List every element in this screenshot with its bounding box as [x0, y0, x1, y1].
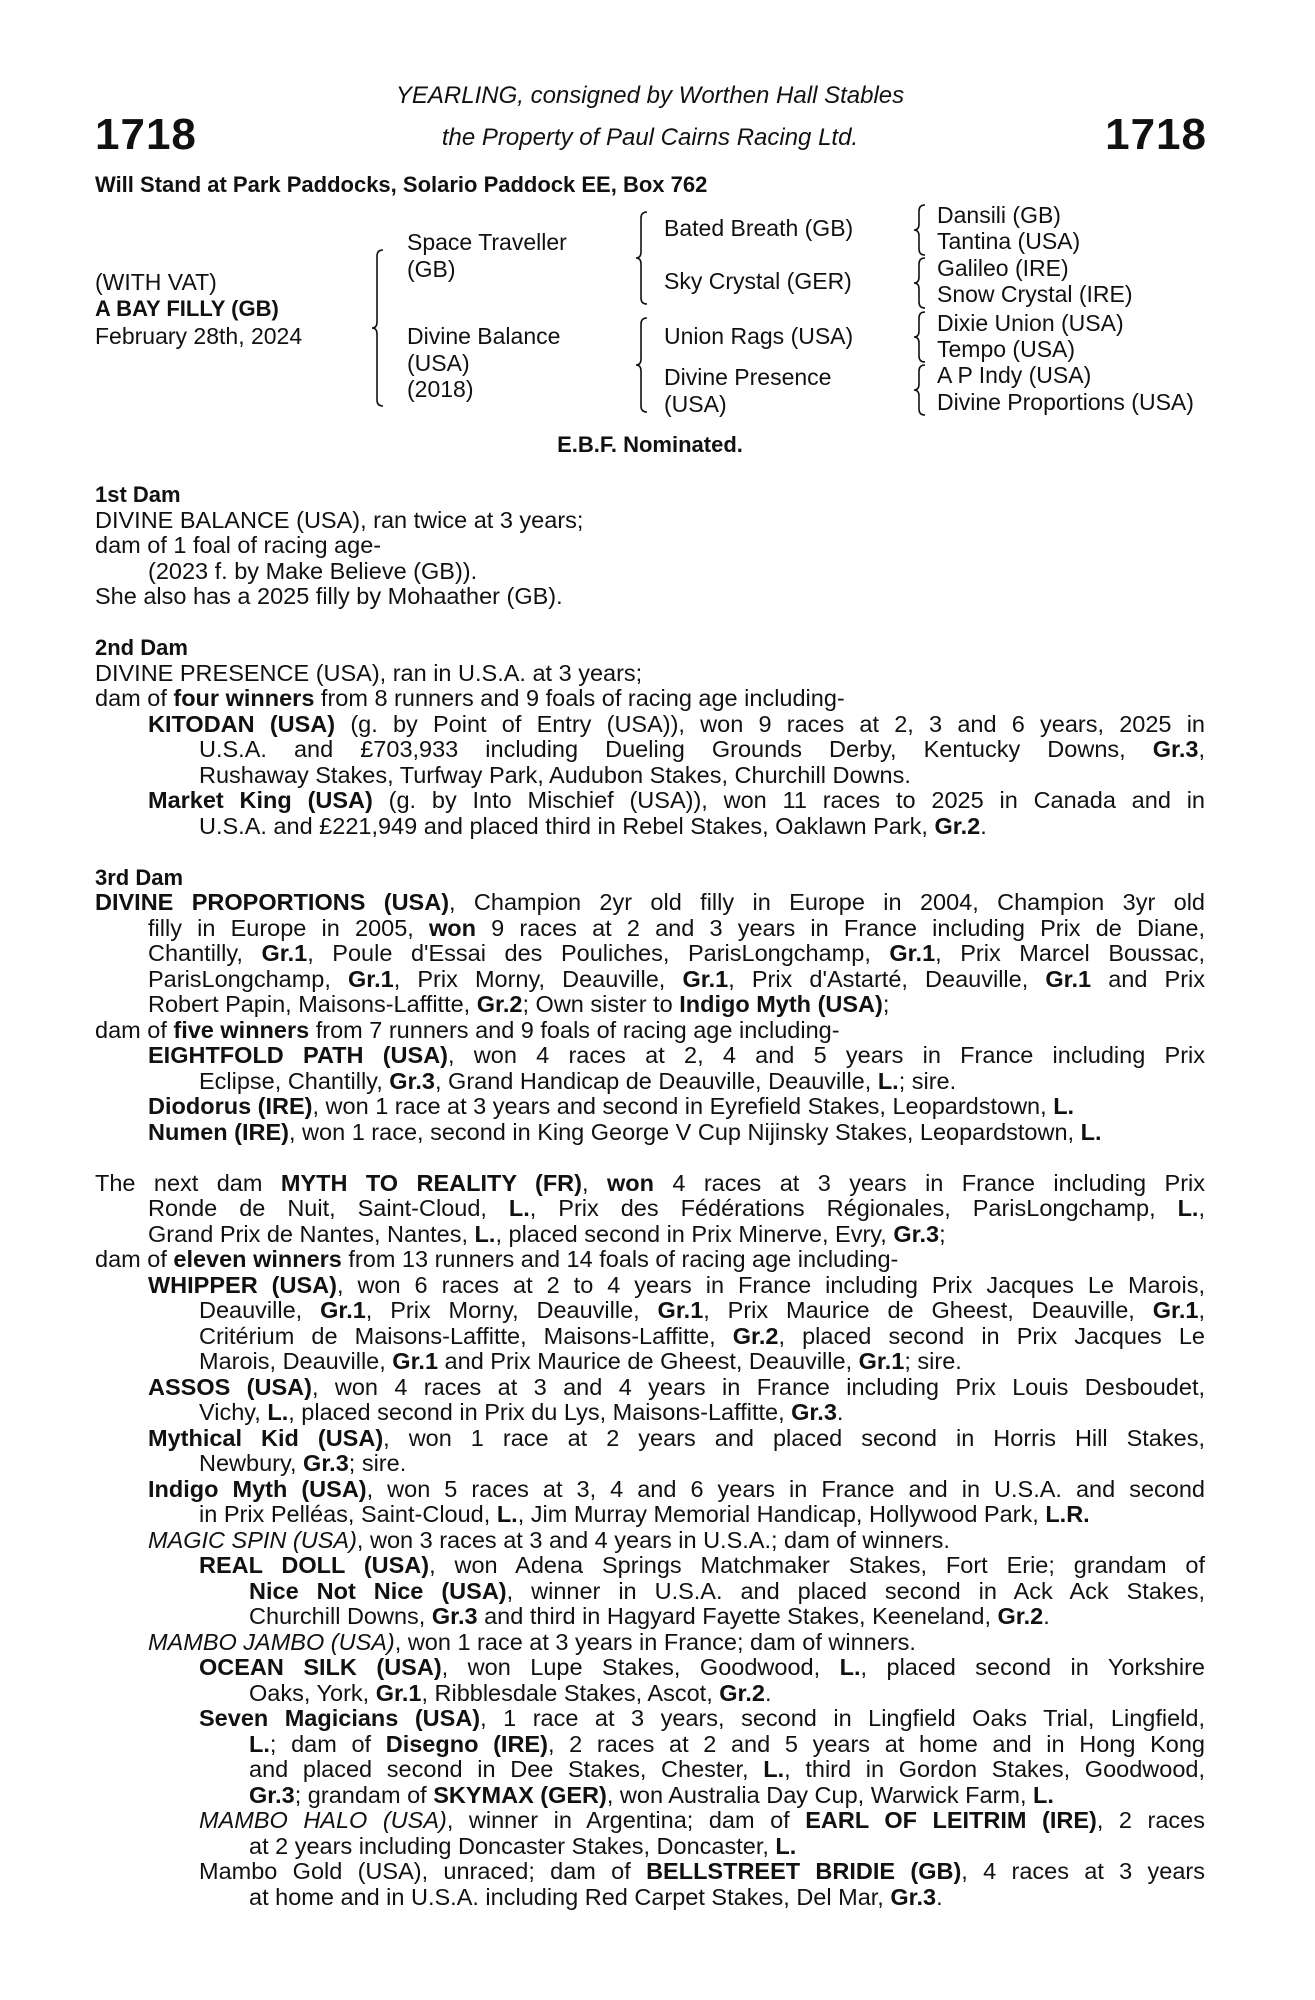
dam-dam-line: Divine Presence	[664, 364, 832, 390]
bold-text: SKYMAX (GER)	[433, 1781, 607, 1808]
text-line	[95, 1324, 1205, 1350]
curly-brace-icon	[914, 258, 926, 308]
text: , placed second in Prix Jacques Le	[778, 1322, 1205, 1349]
text: and Prix Maurice de Gheest, Deauville,	[438, 1348, 859, 1374]
progeny-entry	[95, 1553, 1205, 1630]
spacer	[95, 610, 1205, 636]
bold-text: Gr.1	[375, 1679, 422, 1706]
text-line	[95, 1502, 1205, 1528]
text: , won 1 race at 2 years and placed second in Horris Hill Stakes,	[383, 1424, 1205, 1451]
bold-text: EIGHTFOLD PATH (USA)	[148, 1042, 449, 1068]
text-line	[95, 686, 1205, 712]
bold-text: Gr.3	[791, 1399, 837, 1425]
bold-text: Gr.3	[389, 1067, 435, 1094]
progeny-entry	[95, 788, 1205, 839]
progeny-entry	[95, 1528, 1205, 1554]
text: , placed second in Yorkshire	[860, 1654, 1205, 1680]
lot-number-left: 1718	[95, 110, 197, 159]
curly-brace-icon	[914, 312, 926, 362]
text: and placed second in Dee Stakes, Chester,	[249, 1756, 764, 1782]
text-line	[95, 1298, 1205, 1324]
text-line	[95, 1885, 1205, 1911]
progeny-entry	[95, 1426, 1205, 1477]
text-line	[95, 1528, 1205, 1554]
property-line: the Property of Paul Cairns Racing Ltd.	[441, 124, 859, 151]
text: at home and in U.S.A. including Red Carpet Stakes, Del Mar,	[249, 1883, 891, 1910]
text: (g. by Point of Entry (USA)), won 9 races at 2, 3 and 6 years, 2025 in	[335, 710, 1206, 737]
text: Vichy,	[199, 1399, 268, 1425]
text: , Poule d'Essai des Pouliches, ParisLongchamp,	[307, 940, 890, 966]
text: , won 6 races at 2 to 4 years in France including Prix Jacques Le Marois,	[336, 1271, 1205, 1298]
text-line	[95, 508, 1205, 534]
text: at 2 years including Doncaster Stakes, Doncaster,	[249, 1832, 776, 1859]
text-line	[95, 1783, 1205, 1809]
third-generation-ancestor: Dansili (GB)	[937, 202, 1061, 228]
third-generation-ancestor: Galileo (IRE)	[937, 255, 1069, 281]
bold-text: Gr.1	[1152, 1297, 1199, 1323]
text: .	[765, 1679, 772, 1706]
sire-country: (GB)	[407, 255, 456, 282]
third-generation-ancestor: Divine Proportions (USA)	[937, 389, 1194, 415]
text: ; sire.	[904, 1348, 962, 1374]
text-line	[95, 1375, 1205, 1401]
bold-text: Gr.1	[392, 1348, 439, 1374]
foaling-date: February 28th, 2024	[95, 323, 303, 349]
sire-sire: Bated Breath (GB)	[664, 215, 854, 241]
text: 4 races at 3 years in France including Prix	[653, 1169, 1205, 1196]
text: , Prix d'Astarté, Deauville,	[728, 965, 1046, 992]
third-generation-ancestor: Dixie Union (USA)	[937, 310, 1124, 336]
bold-text: won	[429, 914, 476, 941]
text: , Prix Maurice de Gheest, Deauville,	[703, 1297, 1153, 1323]
text: dam of	[95, 1016, 174, 1043]
progeny-entry	[95, 1273, 1205, 1375]
bold-text: L.	[508, 1195, 530, 1221]
ebf-nominated: E.B.F. Nominated.	[557, 432, 743, 457]
bold-text: Gr.1	[682, 965, 729, 992]
bold-text: REAL DOLL (USA)	[199, 1552, 430, 1578]
text-line	[95, 1069, 1205, 1095]
dam-section	[95, 482, 1205, 610]
text-line	[95, 1451, 1205, 1477]
section-heading: 1st Dam	[95, 482, 181, 507]
text-line	[95, 1757, 1205, 1783]
progeny-entry	[95, 1120, 1205, 1146]
text: , won 4 races at 3 and 4 years in France including Prix Louis Desboudet,	[311, 1373, 1205, 1400]
text-line	[95, 559, 1205, 585]
text: , placed second in Prix du Lys, Maisons-Laffitte,	[288, 1399, 792, 1425]
text: , Grand Handicap de Deauville, Deauville,	[434, 1067, 878, 1094]
text: dam of	[95, 685, 174, 711]
bold-text: MYTH TO REALITY (FR)	[280, 1169, 582, 1196]
text: Grand Prix de Nantes, Nantes,	[148, 1220, 475, 1247]
consignor-line: YEARLING, consigned by Worthen Hall Stables	[395, 82, 905, 109]
text: , third in Gordon Stakes, Goodwood,	[784, 1756, 1205, 1782]
text: , won Australia Day Cup, Warwick Farm,	[606, 1781, 1034, 1808]
progeny-entry	[95, 1655, 1205, 1706]
bold-text: Numen (IRE)	[148, 1118, 289, 1145]
text: Mambo Gold (USA), unraced; dam of	[199, 1858, 647, 1884]
text: , winner in Argentina; dam of	[446, 1807, 806, 1833]
bold-text: four winners	[173, 685, 315, 711]
text-line	[95, 712, 1205, 738]
text-line	[95, 1018, 1205, 1044]
bold-text: L.	[877, 1067, 899, 1094]
text: , won 1 race at 3 years and second in Eyrefield Stakes, Leopardstown,	[312, 1093, 1054, 1119]
text: and Prix	[1091, 965, 1205, 992]
bold-text: KITODAN (USA)	[148, 710, 336, 737]
text: , won Lupe Stakes, Goodwood,	[441, 1654, 840, 1680]
curly-brace-icon	[914, 365, 926, 415]
text-line	[95, 1477, 1205, 1503]
dam-dam	[664, 364, 831, 417]
bold-text: Gr.2	[732, 1322, 779, 1349]
bold-text: Nice Not Nice (USA)	[249, 1577, 507, 1604]
bold-text: Gr.2	[719, 1679, 765, 1706]
bold-text: ASSOS (USA)	[148, 1373, 312, 1400]
text-line	[95, 737, 1205, 763]
text-line	[95, 1706, 1205, 1732]
text: , 2 races at 2 and 5 years at home and in Hong Kong	[547, 1730, 1205, 1757]
dam-paragraph	[95, 1018, 1205, 1044]
text-line	[95, 661, 1205, 687]
italic-text: MAMBO HALO (USA)	[199, 1807, 447, 1833]
bold-text: L.	[1053, 1093, 1075, 1119]
text-line	[95, 533, 1205, 559]
text: ; grandam of	[294, 1781, 434, 1808]
text-line	[95, 1400, 1205, 1426]
bold-text: Mythical Kid (USA)	[148, 1424, 384, 1451]
text: Robert Papin, Maisons-Laffitte,	[148, 991, 477, 1017]
bold-text: Gr.1	[348, 965, 394, 992]
text: 9 races at 2 and 3 years in France including Prix de Diane,	[476, 914, 1205, 941]
text: , Prix des Fédérations Régionales, ParisLongchamp,	[529, 1195, 1178, 1221]
catalogue-body	[95, 482, 1205, 1910]
bold-text: Gr.1	[889, 940, 936, 966]
bold-text: DIVINE PROPORTIONS (USA)	[95, 889, 450, 915]
text: , won 1 race at 3 years in France; dam of winners.	[394, 1628, 916, 1655]
bold-text: Gr.3	[431, 1603, 478, 1629]
bold-text: eleven winners	[173, 1246, 342, 1272]
text-line	[95, 1273, 1205, 1299]
bold-text: L.	[267, 1399, 289, 1425]
progeny-entry	[95, 1094, 1205, 1120]
text: ,	[581, 1169, 607, 1196]
text: Chantilly,	[148, 940, 262, 966]
sire-name-line: Space Traveller	[407, 229, 567, 255]
text: from 13 runners and 14 foals of racing age including-	[341, 1246, 899, 1272]
dam-section	[95, 865, 1205, 1146]
dam-paragraph	[95, 661, 1205, 687]
text-line	[95, 1222, 1205, 1248]
text-line	[95, 584, 1205, 610]
text: .	[836, 1399, 844, 1425]
dam-dam-country: (USA)	[664, 390, 727, 417]
text-line	[95, 1247, 1205, 1273]
bold-text: Gr.1	[657, 1297, 704, 1323]
bold-text: Gr.2	[476, 991, 523, 1017]
text: DIVINE PRESENCE (USA), ran in U.S.A. at 3 years;	[95, 659, 643, 686]
dam-paragraph	[95, 508, 1205, 534]
dam-name	[407, 323, 560, 403]
text-line	[95, 814, 1205, 840]
bold-text: OCEAN SILK (USA)	[199, 1654, 442, 1680]
text: ; sire.	[898, 1067, 957, 1094]
text: She also has a 2025 filly by Mohaather (GB).	[95, 583, 563, 609]
progeny-entry	[95, 1375, 1205, 1426]
text-line	[95, 1196, 1205, 1222]
text: .	[980, 812, 987, 839]
progeny-entry	[95, 1859, 1205, 1910]
bold-text: Gr.1	[858, 1348, 905, 1374]
sire-name	[407, 229, 567, 282]
text: and third in Hagyard Fayette Stakes, Keeneland,	[477, 1603, 998, 1629]
section-heading: 2nd Dam	[95, 635, 188, 660]
text: Ronde de Nuit, Saint-Cloud,	[148, 1195, 509, 1221]
progeny-entry	[95, 1477, 1205, 1528]
text: U.S.A. and £221,949 and placed third in Rebel Stakes, Oaklawn Park,	[199, 812, 935, 839]
text: from 7 runners and 9 foals of racing age including-	[309, 1016, 840, 1043]
dam-paragraph	[95, 584, 1205, 610]
text: , Jim Murray Memorial Handicap, Hollywood Park,	[517, 1501, 1046, 1527]
bold-text: won	[606, 1169, 654, 1196]
text: , won Adena Springs Matchmaker Stakes, Fort Erie; grandam of	[429, 1552, 1205, 1578]
bold-text: Gr.3	[890, 1883, 937, 1910]
text: , placed second in Prix Minerve, Evry,	[495, 1220, 894, 1247]
bold-text: L.	[496, 1501, 518, 1527]
text-line	[95, 1120, 1205, 1146]
progeny-entry	[95, 1043, 1205, 1094]
bold-text: Gr.3	[1152, 736, 1199, 762]
text-line	[95, 788, 1205, 814]
text-line	[95, 1094, 1205, 1120]
text-line	[95, 1859, 1205, 1885]
sire-dam: Sky Crystal (GER)	[664, 268, 852, 294]
text: ;	[882, 991, 890, 1017]
bold-text: L.	[1080, 1118, 1102, 1145]
bold-text: L.	[763, 1756, 785, 1782]
dam-paragraph	[95, 1247, 1205, 1273]
text: ,	[1198, 736, 1205, 762]
bold-text: five winners	[173, 1016, 310, 1043]
text: DIVINE BALANCE (USA), ran twice at 3 years;	[95, 506, 584, 533]
text-line	[95, 1043, 1205, 1069]
text-line	[95, 1579, 1205, 1605]
text-line	[95, 1655, 1205, 1681]
text: Oaks, York,	[249, 1679, 376, 1706]
text: U.S.A. and £703,933 including Dueling Grounds Derby, Kentucky Downs,	[199, 736, 1153, 762]
lot-number-right: 1718	[1105, 110, 1207, 159]
vat-note: (WITH VAT)	[95, 269, 217, 295]
bold-text: Gr.2	[997, 1603, 1044, 1629]
italic-text: MAGIC SPIN (USA)	[148, 1526, 357, 1553]
dam-section	[95, 1171, 1205, 1911]
bold-text: L.	[249, 1730, 270, 1757]
text: Deauville,	[199, 1297, 321, 1323]
text: .	[1043, 1603, 1050, 1629]
dam-year: (2018)	[407, 376, 474, 402]
text: , won 3 races at 3 and 4 years in U.S.A.; dam of winners.	[356, 1526, 950, 1553]
text: , winner in U.S.A. and placed second in Ack Ack Stakes,	[506, 1577, 1205, 1604]
text: ,	[1198, 1195, 1205, 1221]
text-line	[95, 1808, 1205, 1834]
text: , won 5 races at 3, 4 and 6 years in France and in U.S.A. and second	[366, 1475, 1205, 1502]
text: in Prix Pelléas, Saint-Cloud,	[199, 1501, 497, 1527]
progeny-entry	[95, 712, 1205, 789]
text-line	[95, 967, 1205, 993]
dam-paragraph	[95, 1171, 1205, 1248]
text: Critérium de Maisons-Laffitte, Maisons-Laffitte,	[199, 1322, 733, 1349]
progeny-entry	[95, 559, 1205, 585]
dam-country: (USA)	[407, 349, 470, 376]
text: ; sire.	[348, 1450, 407, 1476]
text-line	[95, 1732, 1205, 1758]
text: , Ribblesdale Stakes, Ascot,	[421, 1679, 720, 1706]
bold-text: Gr.1	[320, 1297, 366, 1323]
text: Marois, Deauville,	[199, 1348, 393, 1374]
text: , Champion 2yr old filly in Europe in 2004, Champion 3yr old	[449, 889, 1205, 915]
text-line	[95, 1834, 1205, 1860]
bold-text: L.	[1177, 1195, 1199, 1221]
dam-name-line: Divine Balance	[407, 323, 561, 349]
text-line	[95, 941, 1205, 967]
text: , Prix Marcel Boussac,	[935, 940, 1205, 966]
text-line	[95, 763, 1205, 789]
bold-text: BELLSTREET BRIDIE (GB)	[646, 1858, 962, 1884]
bold-text: L.	[1033, 1781, 1054, 1808]
bold-text: Gr.2	[934, 812, 981, 839]
bold-text: Gr.3	[893, 1220, 940, 1247]
third-generation-ancestor: Tempo (USA)	[937, 336, 1076, 362]
text: , won 4 races at 2, 4 and 5 years in France including Prix	[448, 1042, 1206, 1068]
third-generation-ancestor: Tantina (USA)	[937, 228, 1081, 254]
curly-brace-icon	[636, 212, 648, 304]
stand-location: Will Stand at Park Paddocks, Solario Paddock EE, Box 762	[95, 172, 708, 197]
text-line	[95, 1349, 1205, 1375]
text: ,	[1198, 1297, 1205, 1323]
text: (g. by Into Mischief (USA)), won 11 races to 2025 in Canada and in	[372, 787, 1205, 813]
progeny-entry	[95, 1706, 1205, 1808]
dam-paragraph	[95, 686, 1205, 712]
text: , Prix Morny, Deauville,	[393, 965, 683, 992]
text-line	[95, 1604, 1205, 1630]
italic-text: MAMBO JAMBO (USA)	[148, 1628, 395, 1655]
bold-text: Gr.1	[261, 940, 308, 966]
text: ;	[939, 1220, 946, 1247]
dam-paragraph	[95, 533, 1205, 559]
text: ParisLongchamp,	[148, 965, 348, 992]
section-heading: 3rd Dam	[95, 864, 184, 890]
dam-sire: Union Rags (USA)	[664, 323, 854, 349]
text: (2023 f. by Make Believe (GB)).	[148, 557, 478, 584]
curly-brace-icon	[372, 250, 384, 406]
text: ; dam of	[269, 1730, 386, 1757]
bold-text: Indigo Myth (USA)	[148, 1475, 367, 1502]
bold-text: Gr.1	[1045, 965, 1092, 992]
text-line	[95, 1553, 1205, 1579]
spacer	[95, 1145, 1205, 1171]
text-line	[95, 992, 1205, 1018]
text-line	[95, 916, 1205, 942]
text-line	[95, 890, 1205, 916]
text-line	[95, 1681, 1205, 1707]
text-line	[95, 1630, 1205, 1656]
text: Newbury,	[199, 1450, 304, 1476]
bold-text: Gr.3	[303, 1450, 349, 1476]
horse-name: A BAY FILLY (GB)	[95, 296, 279, 321]
bold-text: L.	[839, 1654, 861, 1680]
dam-section	[95, 635, 1205, 839]
text: , 1 race at 3 years, second in Lingfield Oaks Trial, Lingfield,	[480, 1705, 1206, 1731]
text: The next dam	[95, 1169, 281, 1196]
curly-brace-icon	[636, 318, 648, 412]
bold-text: Disegno (IRE)	[385, 1730, 548, 1757]
progeny-entry	[95, 1808, 1205, 1859]
text: filly in Europe in 2005,	[148, 914, 429, 941]
progeny-entry	[95, 1630, 1205, 1656]
bold-text: Market King (USA)	[148, 787, 373, 813]
text: .	[936, 1883, 943, 1910]
text: Rushaway Stakes, Turfway Park, Audubon Stakes, Churchill Downs.	[199, 761, 911, 788]
text-line	[95, 1426, 1205, 1452]
text: dam of	[95, 1246, 174, 1272]
text: Eclipse, Chantilly,	[199, 1067, 390, 1094]
curly-brace-icon	[914, 205, 926, 255]
text: from 8 runners and 9 foals of racing age including-	[314, 685, 845, 711]
bold-text: Gr.3	[249, 1781, 295, 1808]
bold-text: L.	[775, 1832, 797, 1859]
bold-text: L.	[474, 1220, 496, 1247]
text: Churchill Downs,	[249, 1603, 432, 1629]
bold-text: WHIPPER (USA)	[148, 1271, 337, 1298]
text: dam of 1 foal of racing age-	[95, 532, 382, 558]
text: , 2 races	[1096, 1807, 1205, 1833]
text: , Prix Morny, Deauville,	[365, 1297, 658, 1323]
third-generation-ancestor: Snow Crystal (IRE)	[937, 281, 1133, 307]
spacer	[95, 839, 1205, 865]
bold-text: Indigo Myth (USA)	[679, 991, 883, 1017]
bold-text: Seven Magicians (USA)	[199, 1705, 481, 1731]
dam-paragraph	[95, 890, 1205, 1018]
text: , won 1 race, second in King George V Cup Nijinsky Stakes, Leopardstown,	[289, 1118, 1081, 1145]
third-generation-ancestor: A P Indy (USA)	[937, 362, 1092, 388]
bold-text: EARL OF LEITRIM (IRE)	[805, 1807, 1097, 1833]
text: , 4 races at 3 years	[961, 1858, 1205, 1884]
text: ; Own sister to	[522, 991, 680, 1017]
text-line	[95, 1171, 1205, 1197]
bold-text: L.R.	[1045, 1501, 1090, 1527]
bold-text: Diodorus (IRE)	[148, 1093, 313, 1119]
